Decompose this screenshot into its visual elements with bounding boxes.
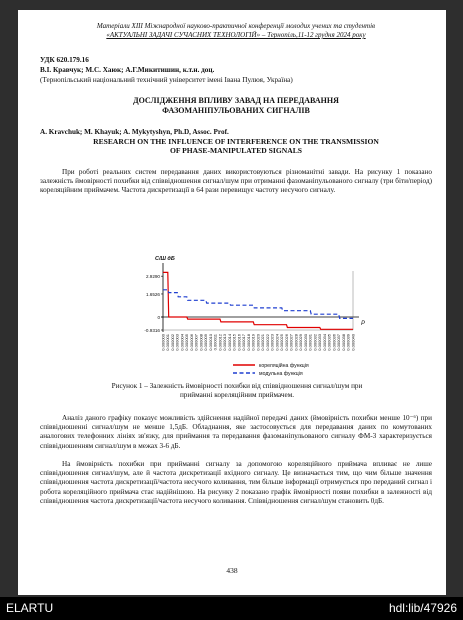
header-line-1: Матеріали ХІІІ Міжнародної науково-практичної конференції молодих учених та студентів xyxy=(96,22,376,30)
legend-label-1: кореляційна функція xyxy=(259,362,309,369)
x-tick-label: 0.000013 xyxy=(222,334,228,351)
x-tick-label: 0.000026 xyxy=(283,334,289,351)
page-number: 438 xyxy=(226,566,238,575)
x-tick-label: 0.000034 xyxy=(321,334,327,351)
x-tick-label: 0.000035 xyxy=(326,334,332,351)
conference-header xyxy=(40,22,432,40)
chart-figure-1 xyxy=(128,253,368,383)
x-tick-label: 0.000020 xyxy=(255,334,261,351)
title-en-line-2: OF PHASE-MANIPULATED SIGNALS xyxy=(169,146,303,156)
x-tick-label: 0.000000 xyxy=(160,334,166,351)
title-ua-line-2: ФАЗОМАНІПУЛЬОВАНИХ СИГНАЛІВ xyxy=(162,106,310,115)
x-tick-label: 0.000024 xyxy=(274,334,280,351)
authors-ua: В.І. Кравчук; М.С. Хаюк; А.Г.Микитишин, к.т.н. доц. xyxy=(40,66,215,74)
document-page xyxy=(18,10,446,595)
header-line-2: «АКТУАЛЬНІ ЗАДАЧІ СУЧАСНИХ ТЕХНОЛОГІЙ» – Тернопіль,11-12 грудня 2024 року xyxy=(106,31,366,39)
x-tick-label: 0.000017 xyxy=(241,334,247,351)
caption-line-1: Рисунок 1 – Залежність ймовірності похибки від співвідношення сигнал/шум при xyxy=(111,382,363,390)
x-tick-label: 0.000033 xyxy=(317,334,323,351)
caption-line-2: прийманні кореляційним приймачем. xyxy=(179,391,295,400)
title-en xyxy=(40,137,432,155)
x-tick-label: 0.000016 xyxy=(236,334,242,351)
x-tick-label: 0.000019 xyxy=(250,334,256,351)
x-tick-label: 0.000039 xyxy=(345,334,351,351)
y-tick-label: 1.6526 xyxy=(145,291,160,297)
y-tick-label: 0 xyxy=(157,314,160,320)
x-tick-label: 0.000004 xyxy=(179,334,185,351)
figure-caption xyxy=(58,382,416,400)
x-tick-label: 0.000029 xyxy=(298,334,304,351)
x-tick-label: 0.000007 xyxy=(193,334,199,351)
series-line-1 xyxy=(163,272,353,329)
y-axis-label: С/Ш дБ xyxy=(155,256,175,262)
repository-footer-bar xyxy=(0,597,463,620)
x-tick-label: 0.000008 xyxy=(198,334,204,351)
x-tick-label: 0.000006 xyxy=(188,334,194,351)
y-tick-label: 2.9290 xyxy=(145,273,160,279)
paragraph-2: Аналіз даного графіку показує можливість здійснення надійної передачі даних (ймовірність похибки менше 10⁻⁶) при співвідношенні сигнал/шум не менше 1,5дБ. Обладнання, яке застосовується для передавання даних по комутованих аналогових телефонних лініях зв'язку, для приймання та передавання фазоманіпульованого сигналу ФМ-3 характеризується співвідношенням сигнал/шум в межах 3-6 дБ. xyxy=(40,414,432,450)
x-tick-label: 0.000015 xyxy=(231,334,237,351)
udc-code: УДК 620.179.16 xyxy=(40,56,89,64)
x-tick-label: 0.000005 xyxy=(184,334,190,351)
paragraph-3: На ймовірність похибки при прийманні сигналу за допомогою кореляційного приймача впливає не лише співвідношення сигнал/шум, але й частота дискретизації вхідного сигналу. Це визначається тим, що чим більше значення співвідношення частота дискретизації/частота несучого коливання, тим більше інформації отримується про переданий сигнал і робота кореляційного приймача стає надійнішою. На рисунку 2 показано графік ймовірності появи похибки в залежності від співвідношення частота дискретизації/частота несучого коливання. Співвідношення сигнал/шум становить 0дБ. xyxy=(40,460,432,505)
x-tick-label: 0.000037 xyxy=(336,334,342,351)
x-tick-label: 0.000010 xyxy=(207,334,213,351)
paragraph-1: При роботі реальних систем передавання даних використовуються різноманітні завади. На рисунку 1 показано залежність ймовірності похибки від співвідношення сигнал/шум при отриманні фазоманіпульованого сигналу (три біти/період) кореляційним приймачем. Частота дискретизації в 64 рази перевищує частоту несучого сигналу. xyxy=(40,168,432,195)
x-tick-label: 0.000038 xyxy=(340,334,346,351)
x-axis-label: P xyxy=(361,321,366,328)
title-ua-line-1: ДОСЛІДЖЕННЯ ВПЛИВУ ЗАВАД НА ПЕРЕДАВАННЯ xyxy=(133,96,339,105)
affiliation: (Тернопільський національний технічний університет імені Івана Пулюя, Україна) xyxy=(40,76,293,84)
series-line-2 xyxy=(163,290,353,319)
x-tick-label: 0.000027 xyxy=(288,334,294,351)
x-tick-label: 0.000003 xyxy=(174,334,180,351)
x-tick-label: 0.000040 xyxy=(350,334,356,351)
x-tick-label: 0.000012 xyxy=(217,334,223,351)
x-tick-label: 0.000022 xyxy=(264,334,270,351)
x-tick-label: 0.000036 xyxy=(331,334,337,351)
x-tick-label: 0.000018 xyxy=(245,334,251,351)
x-tick-label: 0.000028 xyxy=(293,334,299,351)
authors-en: A. Kravchuk; M. Khayuk; A. Mykytyshyn, Ph.D, Assoc. Prof. xyxy=(40,128,229,136)
x-tick-label: 0.000031 xyxy=(307,334,313,351)
legend-label-2: модульна функція xyxy=(259,370,303,377)
x-tick-label: 0.000001 xyxy=(165,334,171,351)
title-ua xyxy=(40,96,432,116)
y-tick-label: -0.9316 xyxy=(144,327,160,333)
x-tick-label: 0.000023 xyxy=(269,334,275,351)
title-en-line-1: RESEARCH ON THE INFLUENCE OF INTERFERENCE ON THE TRANSMISSION xyxy=(93,137,379,146)
handle-link[interactable]: hdl:lib/47926 xyxy=(388,601,457,615)
x-tick-label: 0.000011 xyxy=(212,334,218,351)
x-tick-label: 0.000009 xyxy=(203,334,209,351)
x-tick-label: 0.000032 xyxy=(312,334,318,351)
x-tick-label: 0.000025 xyxy=(279,334,285,351)
x-tick-label: 0.000030 xyxy=(302,334,308,351)
repository-name[interactable]: ELARTU xyxy=(6,601,54,615)
x-tick-label: 0.000014 xyxy=(226,334,232,351)
x-tick-label: 0.000021 xyxy=(260,334,266,351)
x-tick-label: 0.000002 xyxy=(169,334,175,351)
